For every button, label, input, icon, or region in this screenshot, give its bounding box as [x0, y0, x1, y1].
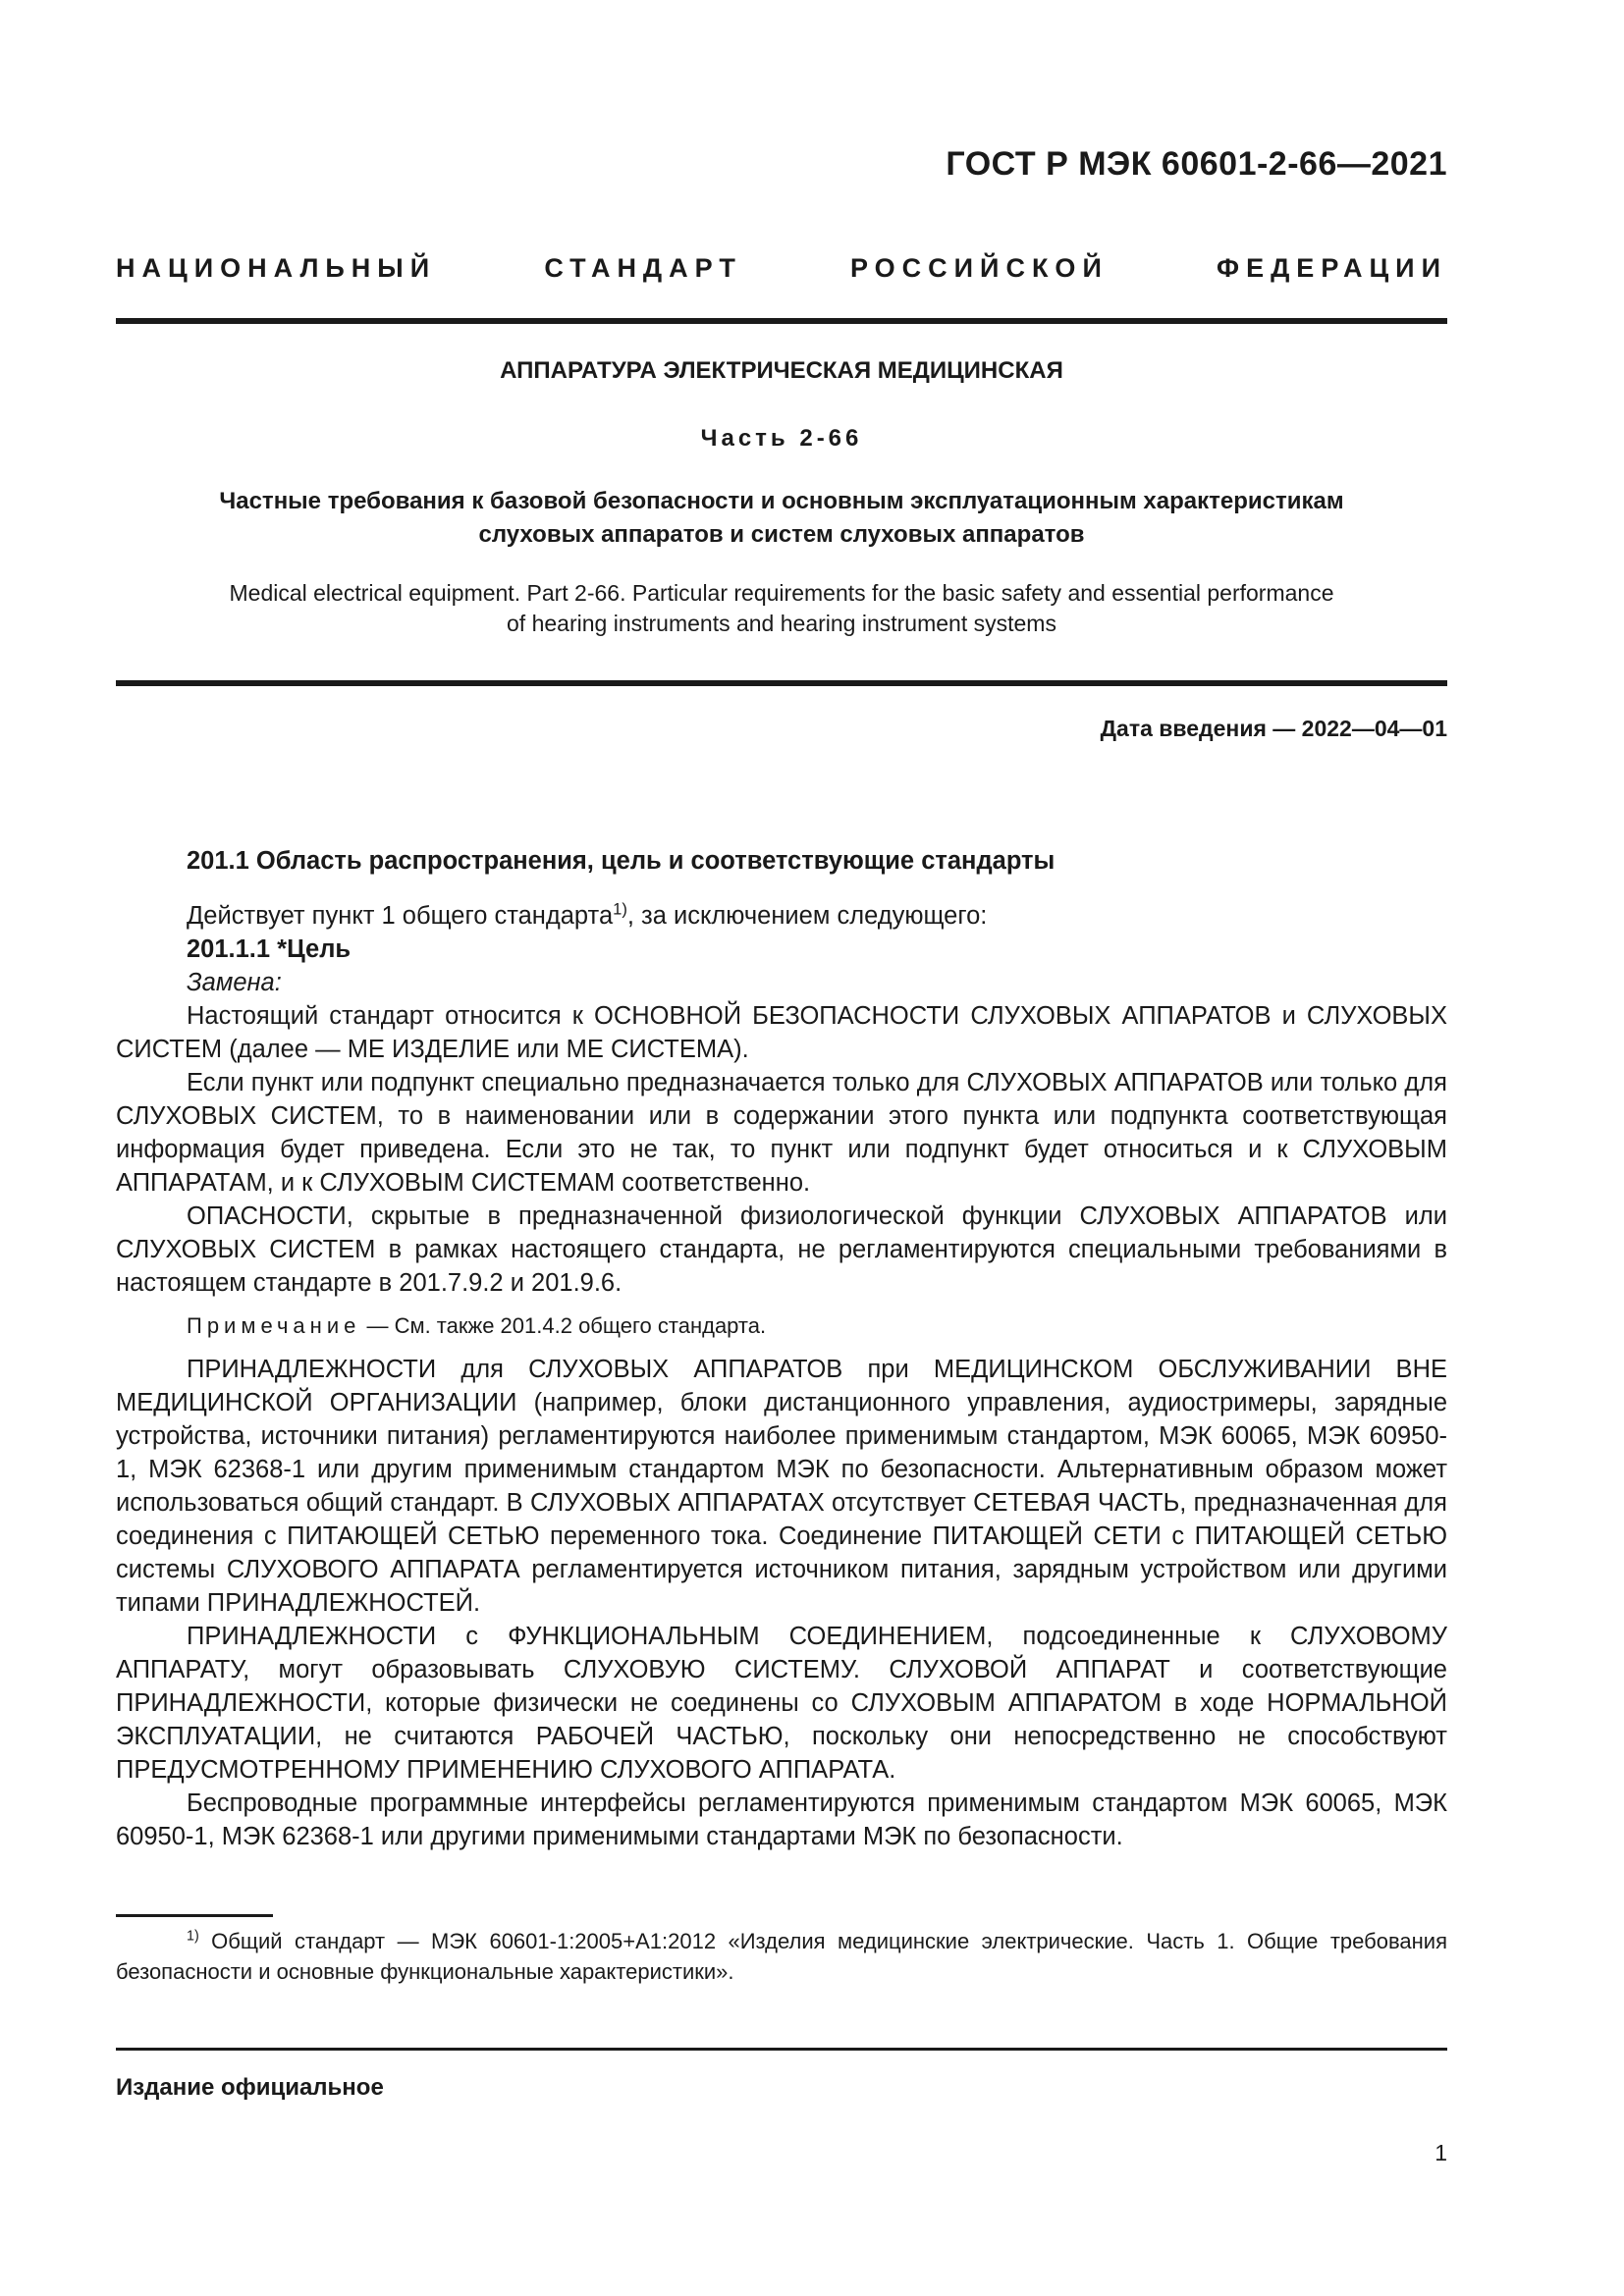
english-title: Medical electrical equipment. Part 2-66. Particular requirements for the basic safety and essential performance of hearing instruments and hearing instrument systems	[229, 580, 1334, 636]
footnote: $^{1)}$ Общий стандарт — МЭК 60601-1:2005+A1:2012 «Изделия медицинские электрические. Часть 1. Общие требования безопасности и основные функциональные характеристики».	[116, 1928, 1447, 1984]
title-divider	[116, 680, 1447, 686]
document-title: АППАРАТУРА ЭЛЕКТРИЧЕСКАЯ МЕДИЦИНСКАЯ	[500, 357, 1063, 384]
replacement-label: Замена:	[187, 969, 282, 996]
national-standard-heading: НАЦИОНАЛЬНЫЙ СТАНДАРТ РОССИЙСКОЙ ФЕДЕРАЦИИ	[116, 253, 1447, 283]
paragraph: Настоящий стандарт относится к ОСНОВНОЙ БЕЗОПАСНОСТИ СЛУХОВЫХ АППАРАТОВ и СЛУХОВЫХ СИСТЕМ (далее — МЕ ИЗДЕЛИЕ или МЕ СИСТЕМА).	[116, 1002, 1447, 1063]
paragraph: Действует пункт 1 общего стандарта$^{1)}$, за исключением следующего:	[187, 899, 988, 930]
top-divider	[116, 318, 1447, 324]
document-body	[116, 844, 1447, 1853]
note: Примечание — См. также 201.4.2 общего стандарта.	[187, 1313, 767, 1338]
paragraph: ПРИНАДЛЕЖНОСТИ с ФУНКЦИОНАЛЬНЫМ СОЕДИНЕНИЕМ, подсоединенные к СЛУХОВОМУ АППАРАТУ, могут образовывать СЛУХОВУЮ СИСТЕМУ. СЛУХОВОЙ АППАРАТ и соответствующие ПРИНАДЛЕЖНОСТИ, которые физически не соединены со СЛУХОВЫМ АППАРАТОМ в ходе НОРМАЛЬНОЙ ЭКСПЛУАТАЦИИ, не считаются РАБОЧЕЙ ЧАСТЬЮ, поскольку они непосредственно не способствуют ПРЕДУСМОТРЕННОМУ ПРИМЕНЕНИЮ СЛУХОВОГО АППАРАТА.	[116, 1623, 1447, 1784]
footnote-divider	[116, 1914, 273, 1917]
standard-number: ГОСТ Р МЭК 60601-2-66—2021	[946, 145, 1447, 183]
paragraph: ОПАСНОСТИ, скрытые в предназначенной физиологической функции СЛУХОВЫХ АППАРАТОВ или СЛУХОВЫХ СИСТЕМ в рамках настоящего стандарта, не регламентируются специальными требованиями в настоящем стандарте в 201.7.9.2 и 201.9.6.	[116, 1202, 1447, 1297]
introduction-date: Дата введения — 2022—04—01	[1100, 716, 1447, 741]
section-heading: 201.1 Область распространения, цель и соответствующие стандарты	[187, 847, 1056, 875]
page-number: 1	[1435, 2140, 1447, 2165]
part-label: Часть 2-66	[700, 425, 863, 452]
paragraph: Беспроводные программные интерфейсы регламентируются применимым стандартом МЭК 60065, МЭК 60950-1, МЭК 62368-1 или другими применимыми стандартами МЭК по безопасности.	[116, 1789, 1447, 1850]
official-edition-label: Издание официальное	[116, 2074, 384, 2101]
footer-divider	[116, 2048, 1447, 2051]
paragraph: Если пункт или подпункт специально предназначается только для СЛУХОВЫХ АППАРАТОВ или только для СЛУХОВЫХ СИСТЕМ, то в наименовании или в содержании этого пункта или подпункта соответствующая информация будет приведена. Если это не так, то пункт или подпункт будет относиться и к СЛУХОВЫМ АППАРАТАМ, и к СЛУХОВЫМ СИСТЕМАМ соответственно.	[116, 1069, 1447, 1197]
footnote-ref: 1)	[613, 899, 627, 919]
paragraph: ПРИНАДЛЕЖНОСТИ для СЛУХОВЫХ АППАРАТОВ при МЕДИЦИНСКОМ ОБСЛУЖИВАНИИ ВНЕ МЕДИЦИНСКОЙ ОРГАНИЗАЦИИ (например, блоки дистанционного управления, аудиостримеры, зарядные устройства, источники питания) регламентируются наиболее применимым стандартом, МЭК 60065, МЭК 60950-1, МЭК 62368-1 или другим применимым стандартом МЭК по безопасности. Альтернативным образом может использоваться общий стандарт. В СЛУХОВЫХ АППАРАТАХ отсутствует СЕТЕВАЯ ЧАСТЬ, предназначенная для соединения с ПИТАЮЩЕЙ СЕТЬЮ переменного тока. Соединение ПИТАЮЩЕЙ СЕТИ с ПИТАЮЩЕЙ СЕТЬЮ системы СЛУХОВОГО АППАРАТА регламентируется источником питания, зарядным устройством или другими типами ПРИНАДЛЕЖНОСТЕЙ.	[116, 1356, 1447, 1617]
document-subtitle: Частные требования к базовой безопасности и основным эксплуатационным характеристикам слуховых аппаратов и систем слуховых аппаратов	[219, 488, 1344, 548]
subsection-heading: 201.1.1 *Цель	[187, 935, 352, 963]
